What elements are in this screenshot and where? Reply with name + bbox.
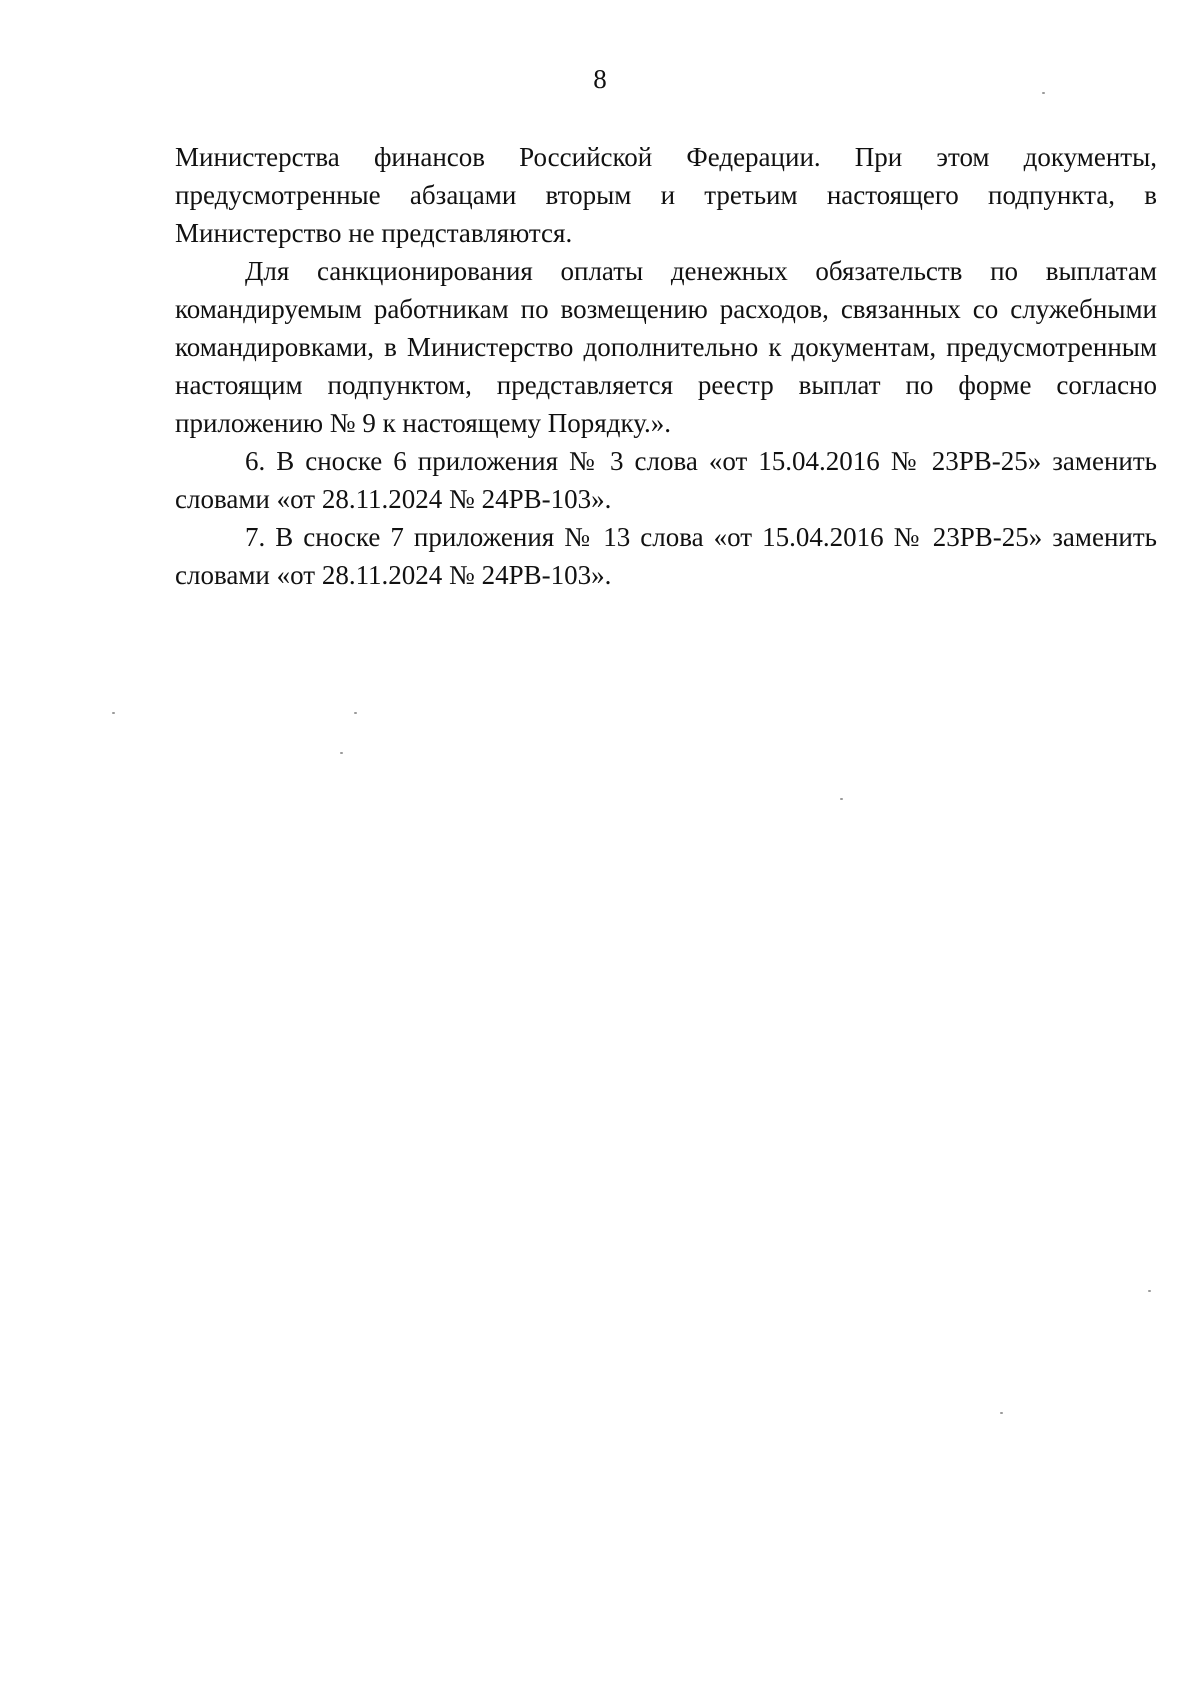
document-body [175, 138, 1157, 594]
paragraph-item-7: 7. В сноске 7 приложения № 13 слова «от 15.04.2016 № 23РВ-25» заменить словами «от 28.11.2024 № 24РВ-103». [175, 522, 1157, 590]
paragraph-sanction-payments: Для санкционирования оплаты денежных обязательств по выплатам командируемым работникам по возмещению расходов, связанных со служебными командировками, в Министерство дополнительно к документам, предусмотренным настоящим подпунктом, представляется реестр выплат по форме согласно приложению № 9 к настоящему Порядку.». [175, 256, 1157, 438]
page-number: 8 [593, 64, 607, 94]
scan-speck [1042, 92, 1045, 94]
scan-speck [340, 752, 343, 754]
scan-speck [1148, 1290, 1151, 1292]
scan-speck [112, 712, 115, 714]
scan-speck [354, 712, 357, 714]
scan-speck [840, 798, 843, 800]
paragraph-continuation: Министерства финансов Российской Федерации. При этом документы, предусмотренные абзацами вторым и третьим настоящего подпункта, в Министерство не представляются. [175, 142, 1157, 248]
scan-speck [1000, 1412, 1003, 1414]
paragraph-item-6: 6. В сноске 6 приложения № 3 слова «от 15.04.2016 № 23РВ-25» заменить словами «от 28.11.2024 № 24РВ-103». [175, 446, 1157, 514]
